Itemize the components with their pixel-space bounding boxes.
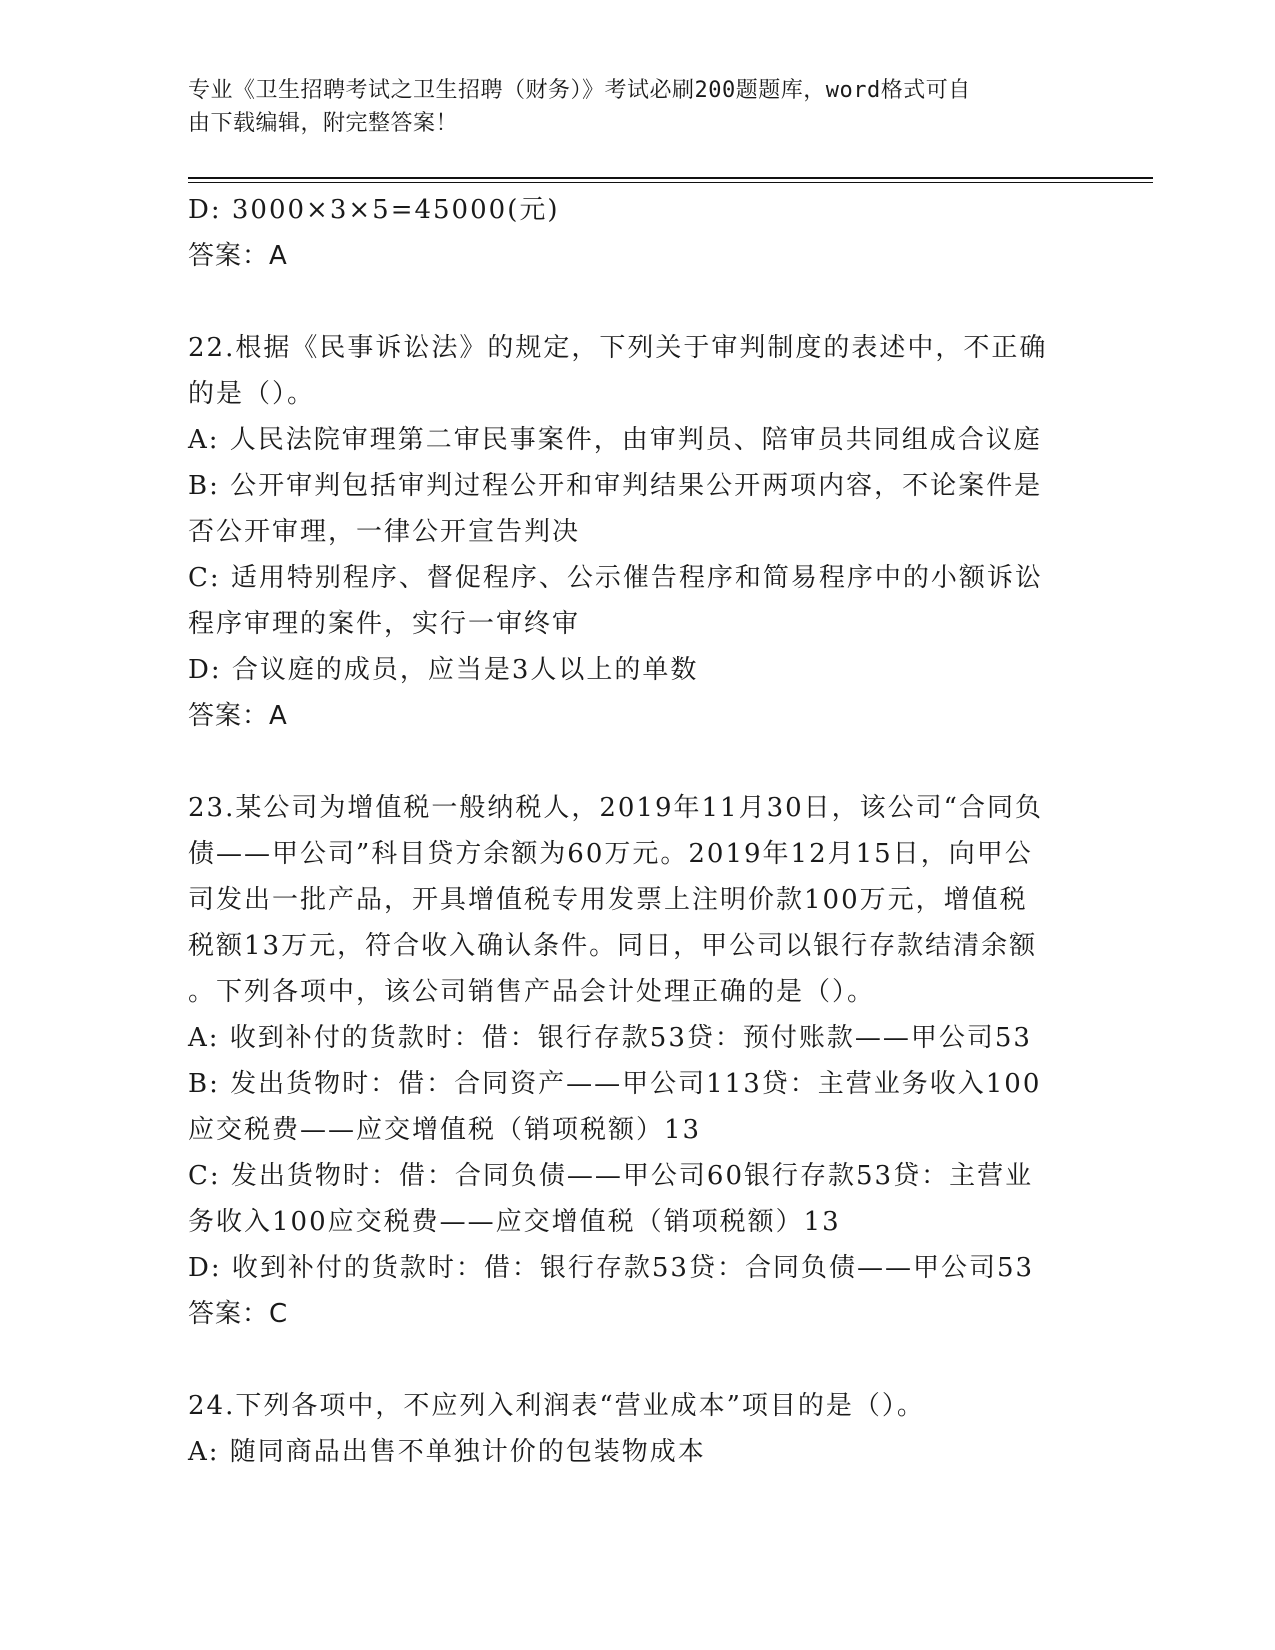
option-b: B: 公开审判包括审判过程公开和审判结果公开两项内容，不论案件是 — [188, 471, 1043, 501]
question-stem: 24.下列各项中，不应列入利润表“营业成本”项目的是（）。 — [188, 1391, 925, 1421]
option-b: B: 发出货物时：借：合同资产——甲公司113贷：主营业务收入100 — [188, 1069, 1042, 1099]
question-stem: 的是（）。 — [188, 379, 316, 409]
spacer — [188, 1337, 1088, 1383]
option-d: D: 收到补付的货款时：借：银行存款53贷：合同负债——甲公司53 — [188, 1253, 1035, 1283]
answer-label: 答案：A — [188, 241, 288, 271]
option-d: D: 合议庭的成员，应当是3人以上的单数 — [188, 655, 699, 685]
option-c: 程序审理的案件，实行一审终审 — [188, 609, 581, 639]
option-a: A: 收到补付的货款时：借：银行存款53贷：预付账款——甲公司53 — [188, 1023, 1032, 1053]
option-b: 否公开审理，一律公开宣告判决 — [188, 517, 581, 547]
document-header — [188, 74, 1088, 140]
question-stem: 22.根据《民事诉讼法》的规定，下列关于审判制度的表述中，不正确 — [188, 333, 1048, 363]
header-rule-thin — [188, 182, 1153, 183]
option-b: 应交税费——应交增值税（销项税额）13 — [188, 1115, 702, 1145]
document-body — [188, 187, 1088, 1475]
option-c: C: 适用特别程序、督促程序、公示催告程序和简易程序中的小额诉讼 — [188, 563, 1043, 593]
header-line-2: 由下载编辑，附完整答案！ — [188, 111, 459, 136]
option-c: C: 发出货物时：借：合同负债——甲公司60银行存款53贷：主营业 — [188, 1161, 1034, 1191]
question-22 — [188, 325, 1088, 739]
question-24 — [188, 1383, 1088, 1475]
question-stem: 。下列各项中，该公司销售产品会计处理正确的是（）。 — [188, 977, 876, 1007]
answer-label: 答案：C — [188, 1299, 289, 1329]
option-a: A: 人民法院审理第二审民事案件，由审判员、陪审员共同组成合议庭 — [188, 425, 1042, 455]
answer-label: 答案：A — [188, 701, 288, 731]
spacer — [188, 739, 1088, 785]
question-stem: 债——甲公司”科目贷方余额为60万元。2019年12月15日，向甲公 — [188, 839, 1033, 869]
question-stem: 23.某公司为增值税一般纳税人，2019年11月30日，该公司“合同负 — [188, 793, 1043, 823]
header-rule-thick — [188, 177, 1153, 179]
header-line-1: 专业《卫生招聘考试之卫生招聘（财务）》考试必刷200题题库，word格式可自 — [188, 78, 971, 103]
question-23 — [188, 785, 1088, 1337]
question-stem: 司发出一批产品，开具增值税专用发票上注明价款100万元，增值税 — [188, 885, 1028, 915]
spacer — [188, 279, 1088, 325]
option-a: A: 随同商品出售不单独计价的包装物成本 — [188, 1437, 706, 1467]
question-stem: 税额13万元，符合收入确认条件。同日，甲公司以银行存款结清余额 — [188, 931, 1038, 961]
option-d: D: 3000×3×5=45000(元) — [188, 195, 560, 225]
option-c: 务收入100应交税费——应交增值税（销项税额）13 — [188, 1207, 841, 1237]
